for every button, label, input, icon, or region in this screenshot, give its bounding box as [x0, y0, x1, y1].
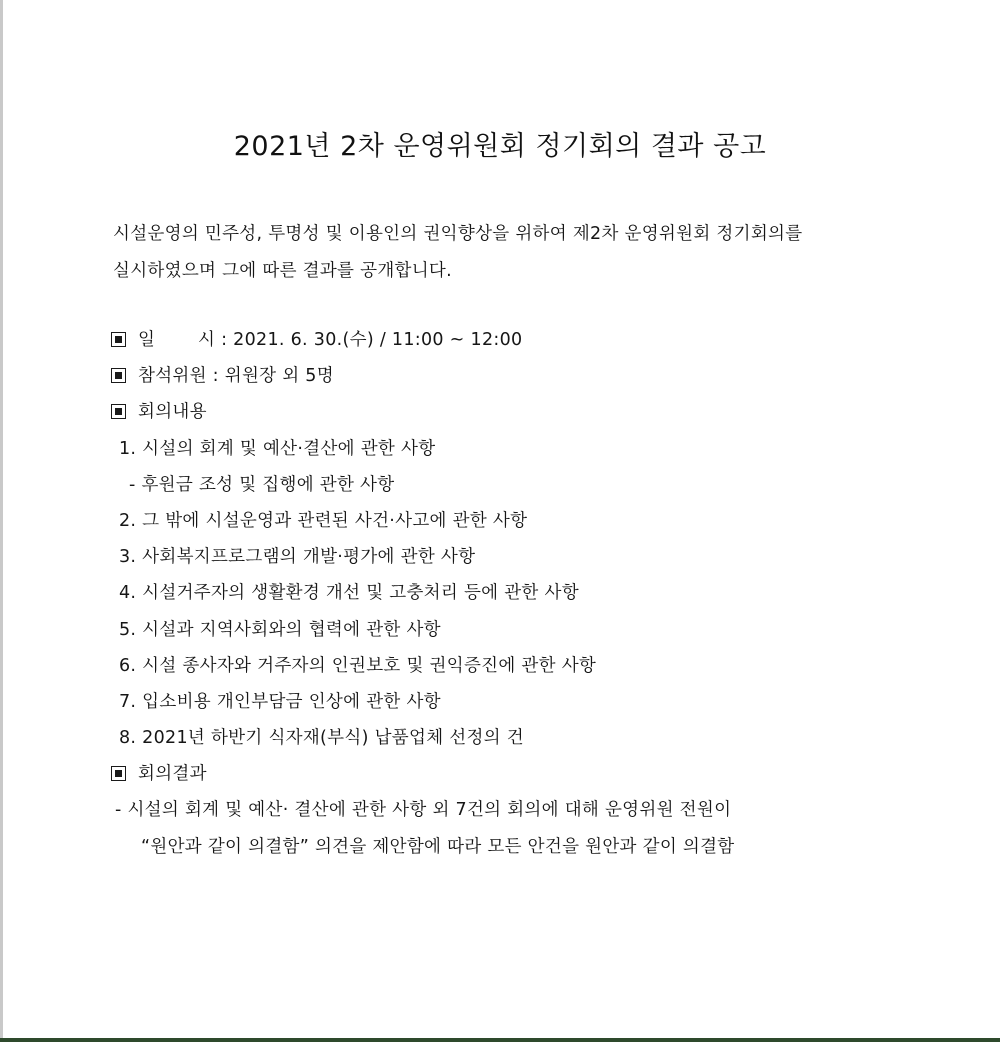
agenda-item: 2. 그 밖에 시설운영과 관련된 사건·사고에 관한 사항: [119, 510, 528, 531]
agenda-item: 8. 2021년 하반기 식자재(부식) 납품업체 선정의 건: [119, 728, 524, 749]
agenda-item: 6. 시설 종사자와 거주자의 인권보호 및 권익증진에 관한 사항: [119, 655, 597, 676]
intro-line: 시설운영의 민주성, 투명성 및 이용인의 권익향상을 위하여 제2차 운영위원회 정기회의를: [113, 224, 803, 244]
result-line: - 시설의 회계 및 예산· 결산에 관한 사항 외 7건의 회의에 대해 운영위원 전원이: [115, 800, 732, 821]
agenda-item: 7. 입소비용 개인부담금 인상에 관한 사항: [119, 691, 441, 712]
bullet-square-icon: [111, 766, 126, 781]
attendees-row: [111, 358, 971, 394]
agenda-item: 3. 사회복지프로그램의 개발·평가에 관한 사항: [119, 547, 476, 568]
agenda-header-text: 회의내용: [138, 402, 207, 423]
agenda-item: 5. 시설과 지역사회와의 협력에 관한 사항: [119, 619, 441, 640]
bullet-square-icon: [111, 332, 126, 347]
agenda-item: 1. 시설의 회계 및 예산·결산에 관한 사항: [119, 438, 436, 459]
page-bottom-edge: [0, 1038, 1000, 1042]
agenda-item: 4. 시설거주자의 생활환경 개선 및 고충처리 등에 관한 사항: [119, 583, 579, 604]
intro-paragraph: [113, 216, 802, 290]
schedule-label-right: 시: [198, 330, 216, 350]
result-line: “원안과 같이 의결함” 의견을 제안함에 따라 모든 안건을 원안과 같이 의결함: [141, 836, 735, 857]
agenda-subitem: - 후원금 조성 및 집행에 관한 사항: [129, 474, 395, 495]
bullet-square-icon: [111, 404, 126, 419]
document-title: 2021년 2차 운영위원회 정기회의 결과 공고: [233, 131, 767, 162]
notice-body: [111, 322, 971, 865]
result-header-text: 회의결과: [138, 764, 207, 785]
intro-line: 실시하였으며 그에 따른 결과를 공개합니다.: [113, 261, 453, 281]
schedule-label-left: 일: [138, 330, 156, 350]
result-header: [111, 756, 971, 792]
schedule-row: [111, 322, 971, 358]
agenda-header: [111, 394, 971, 430]
schedule-value: : 2021. 6. 30.(수) / 11:00 ~ 12:00: [221, 330, 523, 350]
attendees-text: 참석위원 : 위원장 외 5명: [138, 366, 334, 387]
bullet-square-icon: [111, 368, 126, 383]
